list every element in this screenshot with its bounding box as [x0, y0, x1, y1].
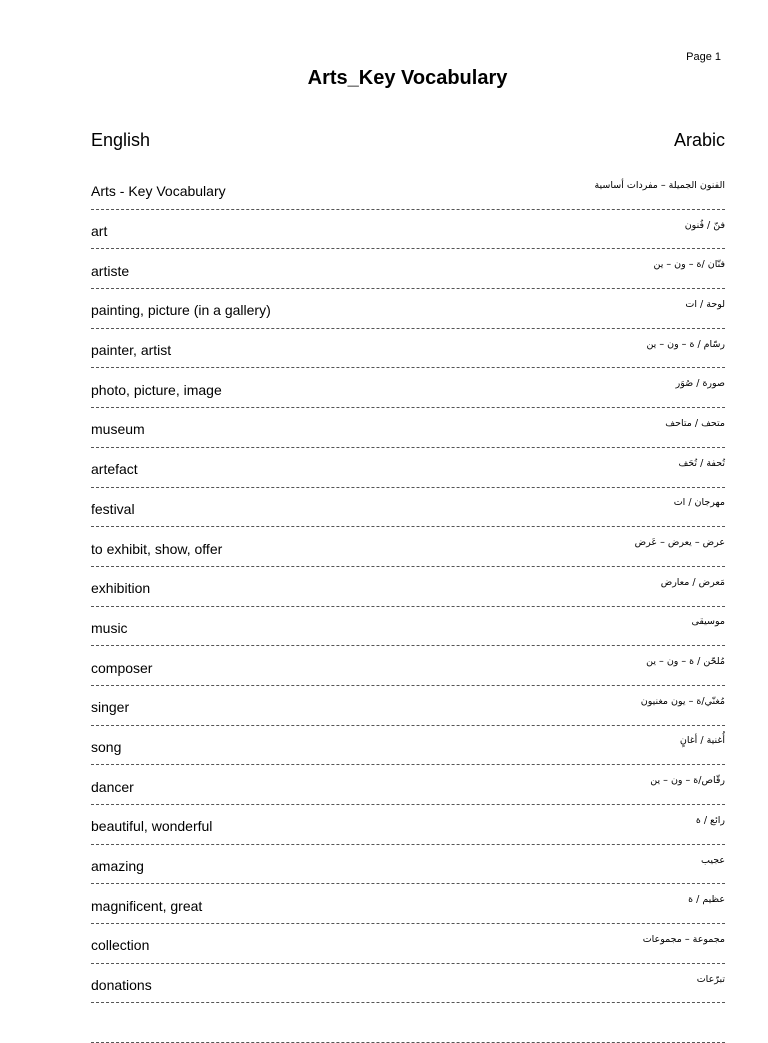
vocabulary-row	[91, 329, 725, 369]
vocabulary-row	[91, 646, 725, 686]
arabic-term: عجيب	[701, 854, 725, 866]
page-number: Page 1	[686, 51, 721, 63]
english-term: dancer	[91, 778, 134, 795]
english-term: painter, artist	[91, 342, 172, 359]
arabic-term: تُحفة / تُحَف	[678, 457, 725, 469]
english-term: collection	[91, 937, 150, 954]
vocabulary-row	[91, 686, 725, 726]
english-term: to exhibit, show, offer	[91, 540, 223, 557]
english-term: artefact	[91, 461, 138, 478]
arabic-term: أُغنية / أغانٍ	[679, 735, 725, 747]
arabic-term: عظيم / ة	[688, 894, 725, 906]
arabic-term: رائع / ة	[695, 814, 725, 826]
english-term: donations	[91, 977, 152, 994]
vocabulary-row	[91, 210, 725, 250]
english-term: magnificent, great	[91, 897, 203, 914]
english-term: exhibition	[91, 580, 151, 597]
arabic-term: متحف / متاحف	[665, 417, 725, 429]
vocabulary-row	[91, 567, 725, 607]
vocabulary-row	[91, 845, 725, 885]
vocabulary-row	[91, 249, 725, 289]
vocabulary-row	[91, 170, 725, 210]
english-term: composer	[91, 659, 153, 676]
vocabulary-row	[91, 488, 725, 528]
english-term: song	[91, 738, 122, 755]
english-term: Arts - Key Vocabulary	[91, 183, 226, 200]
vocabulary-row	[91, 1003, 725, 1043]
arabic-term: مجموعة – مجموعات	[642, 933, 725, 945]
arabic-term: فنّ / فُنون	[684, 219, 725, 231]
arabic-term: الفنون الجميلة – مفردات أساسية	[594, 179, 725, 191]
english-term: beautiful, wonderful	[91, 818, 213, 835]
english-term: photo, picture, image	[91, 381, 222, 398]
arabic-term: موسيقى	[691, 616, 725, 628]
english-term: art	[91, 223, 108, 240]
arabic-term: مُغنّي/ة – يون مغنيون	[640, 695, 725, 707]
arabic-term: فنّان /ة – ون – ين	[653, 259, 725, 271]
english-term: festival	[91, 500, 135, 517]
arabic-term: مَعرض / معارض	[660, 576, 725, 588]
vocabulary-row	[91, 408, 725, 448]
vocabulary-row	[91, 765, 725, 805]
arabic-term: صورة / صُوَر	[675, 378, 725, 390]
english-term: amazing	[91, 858, 144, 875]
vocabulary-row	[91, 289, 725, 329]
column-header-arabic: Arabic	[673, 130, 725, 150]
vocabulary-row	[91, 964, 725, 1004]
vocabulary-row	[91, 368, 725, 408]
vocabulary-row	[91, 884, 725, 924]
arabic-term: لوحة / ات	[685, 298, 725, 310]
english-term: museum	[91, 421, 145, 438]
vocabulary-row	[91, 527, 725, 567]
arabic-term: مهرجان / ات	[673, 497, 725, 509]
vocabulary-row	[91, 805, 725, 845]
english-term: artiste	[91, 262, 130, 279]
vocabulary-row	[91, 607, 725, 647]
vocabulary-row	[91, 924, 725, 964]
column-header-english: English	[91, 130, 151, 150]
english-term: singer	[91, 699, 130, 716]
arabic-term: عرض – يعرض – عَرض	[634, 537, 725, 549]
arabic-term: رسّام / ة – ون – ين	[646, 338, 725, 350]
english-term: music	[91, 619, 128, 636]
document-title: Arts_Key Vocabulary	[307, 67, 508, 89]
vocabulary-list	[91, 170, 725, 1043]
arabic-term: مُلحّن / ة – ون – ين	[646, 656, 725, 668]
english-term: painting, picture (in a gallery)	[91, 302, 271, 319]
arabic-term: تبرّعات	[696, 973, 725, 985]
vocabulary-row	[91, 448, 725, 488]
arabic-term: رقّاص/ة – ون – ين	[650, 775, 725, 787]
vocabulary-row	[91, 726, 725, 766]
